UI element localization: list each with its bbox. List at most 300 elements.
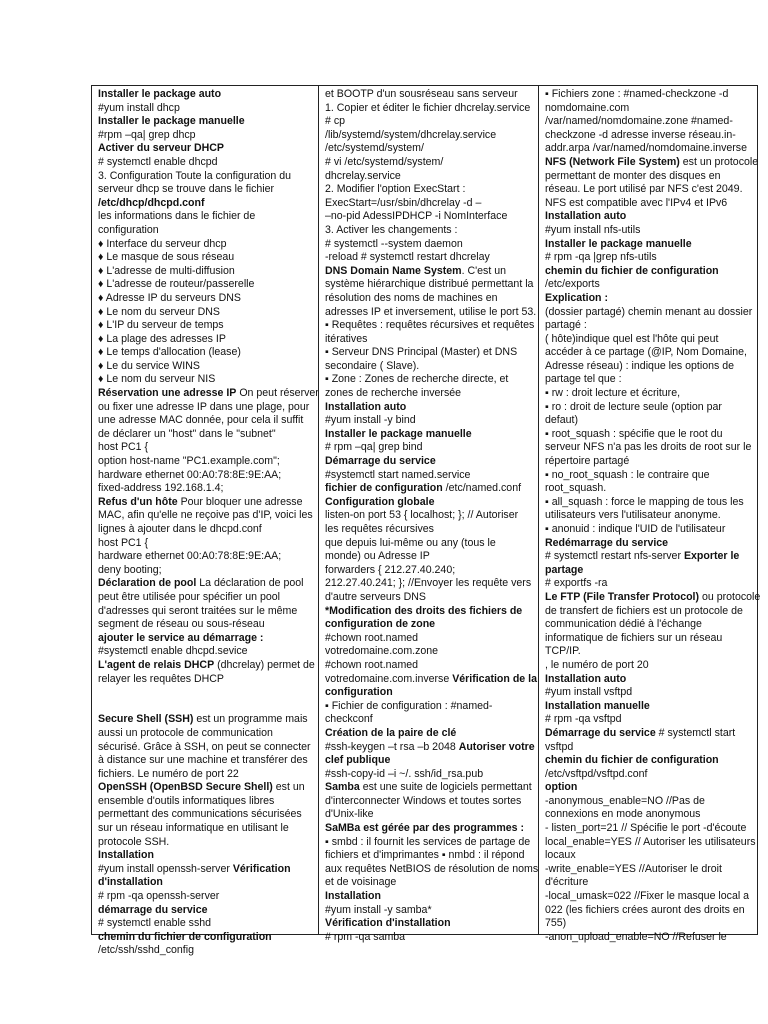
text-line [98, 509, 314, 523]
text-line [325, 265, 534, 279]
text-line [325, 686, 534, 700]
line-text: 3. Configuration Toute la configuration du [98, 169, 291, 182]
line-text: addr.arpa /var/named/nomdomaine.inverse [545, 142, 747, 155]
line-text: Installer le package manuelle [325, 427, 472, 440]
line-text: protocole SSH. [98, 835, 170, 848]
line-text: 212.27.40.241; }; //Envoyer les requête vers [325, 577, 532, 590]
line-text-rest: (dhcrelay) permet de [214, 658, 315, 671]
line-text: /etc/vsftpd/vsftpd.conf [545, 767, 648, 780]
text-line [325, 754, 534, 768]
line-text: #yum install nfs-utils [545, 223, 641, 236]
line-text: ♦ Adresse IP du serveurs DNS [98, 291, 241, 304]
line-text: ▪ Requêtes : requêtes récursives et requêtes [325, 319, 535, 332]
line-text: listen-on port 53 { localhost; }; // Autoriser [325, 509, 519, 522]
text-line [325, 292, 534, 306]
text-line [545, 428, 755, 442]
line-text: ♦ Le nom du serveur DNS [98, 305, 220, 318]
line-text-bold-tail: Vérification [232, 862, 291, 875]
line-text: #yum install vsftpd [545, 686, 633, 699]
line-text: partage tel que : [545, 373, 622, 386]
line-text: d'écriture [545, 876, 589, 889]
text-line [98, 387, 319, 401]
text-line [98, 659, 314, 673]
text-line [98, 768, 314, 782]
line-text: ▪ ro : droit de lecture seule (option par [545, 400, 722, 413]
line-text: Configuration globale [325, 495, 435, 508]
line-text: Réservation une adresse IP [98, 387, 237, 400]
line-text: partage [545, 563, 584, 576]
text-line [325, 808, 534, 822]
text-line [325, 482, 534, 496]
text-line [98, 428, 314, 442]
text-line [545, 88, 755, 102]
line-text: hardware ethernet 00:A0:78:8E:9E:AA; [98, 468, 282, 481]
line-text: # systemctl enable sshd [98, 917, 212, 930]
line-text: NFS est compatible avec l'IPv4 et IPv6 [545, 196, 728, 209]
line-text: fichiers. Le numéro de port 22 [98, 767, 239, 780]
line-text: # cp [325, 115, 346, 128]
line-text: itératives [325, 332, 368, 345]
text-line [545, 931, 755, 945]
text-line [545, 590, 761, 605]
text-line [545, 632, 755, 646]
line-text-rest: On peut réserver [236, 387, 319, 400]
text-line [325, 496, 534, 510]
text-line [545, 482, 755, 496]
line-text: # rpm -qa openssh-server [98, 890, 220, 903]
line-text: ♦ Le du service WINS [98, 359, 200, 372]
line-text: #yum install -y bind [325, 414, 416, 427]
line-text: vsftpd [545, 740, 574, 753]
line-text: #chown root.named [325, 658, 419, 671]
text-line [545, 863, 755, 877]
line-text: sécurisé. Grâce à SSH, on peut se connecter [98, 740, 311, 753]
text-line [98, 292, 314, 306]
line-text: defaut) [545, 414, 578, 427]
line-text: -local_umask=022 //Fixer le masque local a [545, 890, 750, 903]
line-text: segment de réseau ou sous-réseau [98, 618, 265, 631]
text-line [325, 550, 534, 564]
line-text: #rpm –qa| grep dhcp [98, 128, 196, 141]
text-line [325, 251, 534, 265]
line-text: Installation auto [545, 210, 627, 223]
text-line [325, 238, 534, 252]
line-text: # rpm -qa vsftpd [545, 713, 622, 726]
line-text: Samba [325, 781, 360, 794]
text-line [98, 238, 314, 252]
text-line [98, 577, 314, 591]
line-text: les informations dans le fichier de [98, 210, 256, 223]
text-line [545, 781, 755, 795]
line-text: à distance sur une machine et transférer des [98, 754, 308, 767]
line-text: #ssh-copy-id –i ~/. ssh/id_rsa.pub [325, 767, 484, 780]
line-text: répertoire partagé [545, 455, 630, 468]
line-text: votredomaine.com.zone [325, 645, 439, 658]
text-line [545, 713, 755, 727]
text-line [325, 537, 534, 551]
text-line [545, 727, 755, 741]
text-line [98, 904, 314, 918]
line-text: ♦ L'IP du serveur de temps [98, 319, 224, 332]
line-text: L'agent de relais DHCP [98, 658, 215, 671]
text-line [545, 265, 755, 279]
line-text: # rpm -qa samba [325, 930, 406, 943]
text-line [545, 849, 755, 863]
text-line [98, 210, 314, 224]
line-text: ▪ no_root_squash : le contraire que [545, 468, 710, 481]
line-text: que depuis lui-même ou any (tous le [325, 536, 496, 549]
line-text: réseau. Le port utilisé par NFS c'est 2049. [545, 183, 743, 196]
text-line [325, 455, 534, 469]
text-line [545, 509, 755, 523]
text-line [98, 129, 314, 143]
text-line [98, 469, 314, 483]
text-line [325, 115, 534, 129]
line-text: d'installation [98, 876, 163, 889]
text-line [545, 917, 755, 931]
line-text: # systemctl --system daemon [325, 237, 463, 250]
line-text: ♦ L'adresse de routeur/passerelle [98, 278, 255, 291]
line-text: Secure Shell (SSH) [98, 713, 194, 726]
text-line [98, 414, 314, 428]
text-line [98, 632, 314, 646]
line-text: Installer le package manuelle [545, 237, 692, 250]
text-line [325, 346, 534, 360]
line-text-rest: /etc/named.conf [442, 482, 522, 495]
line-text: ▪ anonuid : indique l'UID de l'utilisateur [545, 523, 726, 535]
line-text: lignes à ajouter dans le dhcpd.conf [98, 523, 262, 535]
line-text: système hiérarchique distribué permettant la [325, 278, 534, 291]
text-line [98, 373, 314, 387]
line-text-rest: La déclaration de pool [196, 577, 304, 590]
document-table [91, 85, 761, 957]
line-text: démarrage du service [98, 903, 208, 916]
text-line [98, 401, 314, 415]
text-line [325, 605, 534, 619]
text-line [325, 414, 534, 428]
line-text: Le FTP (File Transfer Protocol) [545, 590, 700, 603]
text-line [545, 387, 755, 401]
text-line [545, 537, 755, 551]
text-line [325, 890, 534, 904]
text-line [545, 455, 755, 469]
text-line [545, 197, 755, 211]
line-text: ♦ L'adresse de multi-diffusion [98, 264, 235, 277]
text-line [98, 224, 314, 238]
text-line [545, 890, 755, 904]
line-text: dhcrelay.service [325, 169, 401, 182]
line-text: chemin du fichier de configuration [98, 930, 272, 943]
line-text: 3. Activer les changements : [325, 223, 458, 236]
line-text: adresses IP et inversement, utilise le port 53. [325, 305, 537, 318]
text-line [545, 550, 755, 564]
line-text: Installation [98, 849, 154, 862]
line-text-rest: Pour bloquer une adresse [177, 495, 303, 508]
text-line [325, 700, 534, 714]
line-text: ▪ Fichier de configuration : #named- [325, 699, 493, 712]
text-line [545, 754, 755, 768]
text-line [98, 455, 314, 469]
text-line [325, 577, 534, 591]
line-text: ▪ rw : droit lecture et écriture, [545, 387, 681, 400]
text-line [325, 333, 534, 347]
line-text: aux requêtes NetBIOS de résolution de noms [325, 862, 539, 875]
line-text: /etc/dhcp/dhcpd.conf [98, 196, 205, 209]
text-line [98, 278, 314, 292]
text-line [325, 197, 534, 211]
line-text: 2. Modifier l'option ExecStart : [325, 183, 466, 196]
text-line [98, 781, 314, 795]
text-line [98, 931, 314, 945]
line-text: fichier de configuration [325, 482, 443, 495]
text-line [98, 822, 314, 836]
line-text: permettant des communications sécurisées [98, 808, 302, 821]
line-text: ♦ Interface du serveur dhcp [98, 237, 227, 250]
line-text: les requêtes récursives [325, 523, 434, 535]
text-line [545, 564, 755, 578]
line-text-rest: est une suite de logiciels permettant [359, 781, 532, 794]
line-text: Installation [325, 890, 381, 903]
text-line [98, 319, 314, 333]
text-line [545, 142, 755, 156]
text-line [325, 102, 534, 116]
line-text: permettant de monter des disques en [545, 169, 721, 182]
text-line [545, 414, 755, 428]
text-line [98, 523, 314, 537]
text-line [325, 849, 534, 863]
text-line [98, 537, 314, 551]
text-line [325, 591, 534, 605]
text-line [98, 333, 314, 347]
line-text: peut être utilisée pour spécifier un pool [98, 590, 280, 603]
line-text: (dossier partagé) chemin menant au dossier [545, 305, 753, 318]
text-line [325, 876, 534, 890]
line-text: connexions en mode anonymous [545, 808, 701, 821]
line-text: ▪ Zone : Zones de recherche directe, et [325, 373, 509, 386]
line-text: #chown root.named [325, 631, 419, 644]
text-line [545, 768, 755, 782]
text-line [545, 822, 755, 836]
text-line [325, 862, 539, 877]
text-line [545, 155, 759, 170]
line-text: ♦ La plage des adresses IP [98, 332, 226, 345]
text-line [325, 632, 534, 646]
line-text: aussi un protocole de communication [98, 726, 273, 739]
text-line [98, 441, 314, 455]
line-text: fichiers et d'imprimantes ▪ nmbd : il répond [325, 849, 525, 862]
text-line [325, 183, 534, 197]
line-text: chemin du fichier de configuration [545, 754, 719, 767]
text-line [545, 836, 755, 850]
line-text: -anon_upload_enable=NO //Refuser le [545, 930, 727, 943]
line-text: Installation manuelle [545, 699, 650, 712]
line-text: serveur NFS n'a pas les droits de root sur le [545, 441, 752, 454]
text-line [545, 373, 755, 387]
line-text: ▪ root_squash : spécifie que le root du [545, 427, 723, 440]
text-line [325, 224, 534, 238]
line-text: option host-name "PC1.example.com"; [98, 455, 280, 468]
line-text: host PC1 { [98, 536, 149, 549]
text-line [325, 768, 534, 782]
line-text: ♦ Le temps d'allocation (lease) [98, 346, 241, 359]
text-line [545, 441, 755, 455]
line-text: # systemctl enable dhcpd [98, 155, 218, 168]
text-line [545, 700, 755, 714]
text-line [545, 645, 755, 659]
text-line [325, 795, 534, 809]
line-text: relayer les requêtes DHCP [98, 672, 224, 685]
line-text: TCP/IP. [545, 645, 581, 658]
line-text: forwarders { 212.27.40.240; [325, 563, 456, 576]
line-text: # exportfs -ra [545, 577, 608, 590]
line-text: une adresse MAC donnée, pour cela il suffit [98, 414, 304, 427]
text-line [325, 509, 534, 523]
line-text: local_enable=YES // Autoriser les utilisateurs [545, 835, 756, 848]
text-line [98, 564, 314, 578]
text-line [98, 88, 314, 102]
line-text: checkconf [325, 713, 373, 726]
text-line [545, 346, 755, 360]
line-text: -write_enable=YES //Autoriser le droit [545, 862, 722, 875]
text-line [545, 876, 755, 890]
text-line [98, 890, 314, 904]
text-line [98, 156, 314, 170]
line-text: Installation auto [325, 400, 407, 413]
line-text: Démarrage du service [545, 726, 656, 739]
text-line [545, 523, 755, 537]
text-line [98, 795, 314, 809]
line-text: #ssh-keygen –t rsa –b 2048 [325, 740, 459, 753]
text-line [325, 469, 534, 483]
line-text: nomdomaine.com [545, 101, 630, 114]
text-line [98, 741, 314, 755]
line-text: –no-pid AdessIPDHCP -i NomInterface [325, 210, 508, 223]
line-text: communication dédié à l'échange [545, 618, 702, 631]
line-text: serveur dhcp se trouve dans le fichier [98, 183, 275, 196]
text-line [545, 278, 755, 292]
line-text: 1. Copier et éditer le fichier dhcrelay.service [325, 101, 531, 114]
text-line [98, 917, 314, 931]
line-text-rest: ou protocole [699, 590, 761, 603]
line-text-rest: # systemctl start [655, 726, 736, 739]
text-line [98, 591, 314, 605]
line-text-rest: est un programme mais [193, 713, 308, 726]
line-text: root_squash. [545, 482, 607, 495]
text-line [545, 686, 755, 700]
column-1 [92, 86, 319, 957]
line-text: et de voisinage [325, 876, 397, 889]
line-text: résolution des noms de machines en [325, 291, 498, 304]
line-text: NFS (Network File System) [545, 155, 680, 168]
line-text-rest: . C'est un [461, 264, 507, 277]
text-line [545, 115, 755, 129]
line-text: configuration [325, 686, 393, 699]
text-line [545, 673, 755, 687]
line-text: /etc/systemd/system/ [325, 142, 424, 155]
text-line [545, 618, 755, 632]
line-text: hardware ethernet 00:A0:78:8E:9E:AA; [98, 550, 282, 563]
text-line [98, 713, 314, 727]
text-line [545, 469, 755, 483]
text-line [325, 781, 534, 795]
line-text: d'autre serveurs DNS [325, 590, 426, 603]
text-line [545, 333, 755, 347]
text-line [98, 115, 314, 129]
text-line [545, 170, 755, 184]
column-3 [538, 86, 761, 943]
line-text: 755) [545, 917, 567, 930]
line-text: accéder à ce partage (@IP, Nom Domaine, [545, 346, 747, 359]
text-line [545, 904, 755, 918]
line-text: configuration de zone [325, 618, 436, 631]
line-text: Installation auto [545, 672, 627, 685]
line-text-rest: est un [272, 781, 305, 794]
text-line [545, 319, 755, 333]
line-text: d'interconnecter Windows et toutes sortes [325, 794, 522, 807]
line-text: de transfert de fichiers est un protocole de [545, 604, 743, 617]
text-line [98, 605, 314, 619]
line-text: ▪ smbd : il fournit les services de partage de [325, 835, 531, 848]
text-line [325, 278, 534, 292]
text-line [325, 319, 534, 333]
text-line [98, 673, 314, 687]
line-text: Installer le package manuelle [98, 115, 245, 128]
line-text: OpenSSH (OpenBSD Secure Shell) [98, 781, 273, 794]
line-text: fixed-address 192.168.1.4; [98, 482, 224, 495]
text-line [98, 700, 314, 714]
text-line [545, 238, 755, 252]
text-line [98, 183, 314, 197]
text-line [98, 849, 314, 863]
line-text-bold-tail: Autoriser votre [458, 740, 535, 753]
line-text: ( hôte)indique quel est l'hôte qui peut [545, 332, 719, 345]
text-line [98, 754, 314, 768]
line-text: ensemble d'outils informatiques libres [98, 794, 275, 807]
line-text: d'Unix-like [325, 808, 374, 821]
text-line [325, 564, 534, 578]
line-text: deny booting; [98, 563, 162, 576]
line-text: #systemctl enable dhcpd.sevice [98, 645, 248, 658]
text-line [98, 863, 314, 877]
line-text: chemin du fichier de configuration [545, 264, 719, 277]
text-line [325, 917, 534, 931]
text-line [325, 645, 534, 659]
line-text: de déclarer un "host" dans le "subnet" [98, 427, 276, 440]
text-line [98, 170, 314, 184]
line-text: informatique de fichiers sur un réseau [545, 631, 723, 644]
line-text: zones de recherche inversée [325, 387, 462, 400]
text-line [325, 904, 534, 918]
text-line [98, 346, 314, 360]
text-line [545, 795, 755, 809]
text-line [98, 686, 314, 700]
text-line [325, 156, 534, 170]
column-2 [318, 86, 539, 943]
text-line [98, 645, 314, 659]
text-line [325, 428, 534, 442]
line-text: ▪ Serveur DNS Principal (Master) et DNS [325, 346, 518, 359]
line-text: ▪ all_squash : force le mapping de tous les [545, 495, 744, 508]
text-line [98, 251, 314, 265]
text-line [545, 306, 755, 320]
line-text: /var/named/nomdomaine.zone #named- [545, 115, 733, 128]
line-text: sur un réseau informatique en utilisant le [98, 822, 289, 835]
line-text: ♦ Le nom du serveur NIS [98, 373, 216, 386]
line-text: monde) ou Adresse IP [325, 550, 430, 563]
text-line [98, 496, 314, 510]
line-text: , le numéro de port 20 [545, 658, 649, 671]
text-line [545, 605, 755, 619]
